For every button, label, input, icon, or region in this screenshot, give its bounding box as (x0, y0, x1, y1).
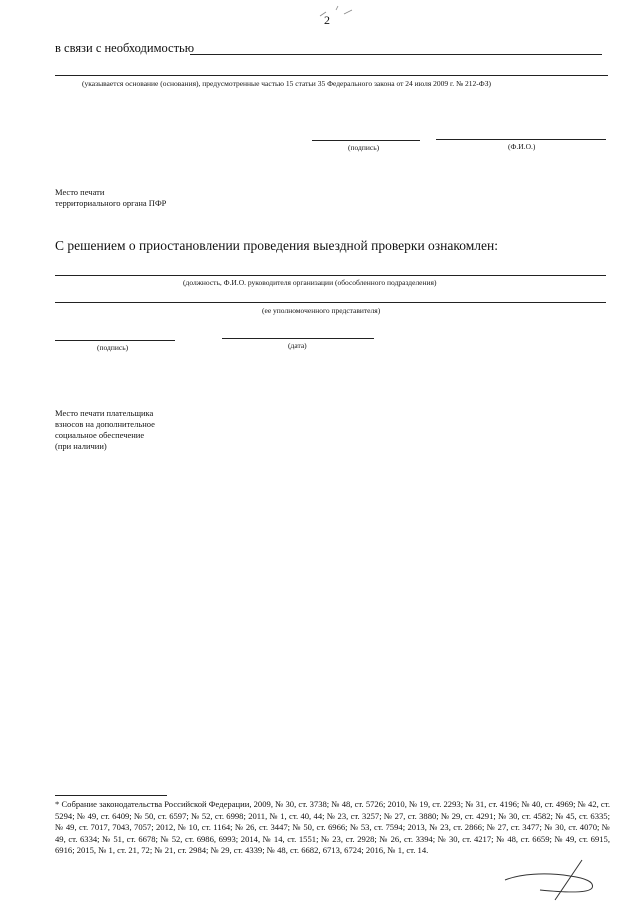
payer-stamp-place-line2: взносов на дополнительное (55, 419, 155, 429)
reason-input-line (190, 54, 602, 55)
pfr-stamp-place-line2: территориального органа ПФР (55, 198, 167, 208)
pfr-signature-caption: (подпись) (348, 143, 380, 152)
payer-stamp-place-line1: Место печати плательщика (55, 408, 154, 418)
payer-stamp-place-line3: социальное обеспечение (55, 430, 145, 440)
scan-marks (318, 4, 358, 22)
date-line (222, 338, 374, 339)
representative-line (55, 302, 606, 303)
footnote-text: * Собрание законодательства Российской Федерации, 2009, № 30, ст. 3738; № 48, ст. 5726; 2010, № 19, ст. 2293; № 31, ст. 4196; № 40, ст. 4969; № 42, ст. 5294; № 49, ст. 6409; № 50, ст. 6597; № 52, ст. 6998; 2011, № 1, ст. 40, 44; № 23, ст. 3257; № 27, ст. 3880; № 29, ст. 4291; № 30, ст. 4582; № 45, ст. 6335; № 49, ст. 7017, 7043, 7057; 2012, № 10, ст. 1164; № 26, ст. 3447; № 50, ст. 6966; № 53, ст. 7594; 2013, № 23, ст. 2866; № 27, ст. 3477; № 30, ст. 4070; № 49, ст. 6334; № 51, ст. 6678; № 52, ст. 6986, 6993; 2014, № 14, ст. 1551; № 23, ст. 2928; № 26, ст. 3394; № 30, ст. 4217; № 48, ст. 6659; № 49, ст. 6915, 6916; 2015, № 1, ст. 21, 72; № 21, ст. 2984; № 29, ст. 4339; № 48, ст. 6682, 6713, 6724; 2016, № 1, ст. 14. (55, 799, 610, 856)
footnote-separator (55, 795, 167, 796)
payer-signature-caption: (подпись) (97, 343, 129, 352)
page-number: 2 (324, 13, 330, 27)
reason-label: в связи с необходимостью (55, 41, 195, 55)
acknowledgement-heading: С решением о приостановлении проведения выездной проверки ознакомлен: (55, 238, 498, 253)
handwritten-signature-mark (500, 858, 600, 903)
payer-stamp-place-line4: (при наличии) (55, 441, 107, 451)
pfr-name-caption: (Ф.И.О.) (508, 142, 536, 151)
reason-input-line-2 (55, 75, 608, 76)
date-caption: (дата) (288, 341, 307, 350)
pfr-name-line (436, 139, 606, 140)
pfr-signature-line (312, 140, 420, 141)
position-line (55, 275, 606, 276)
pfr-stamp-place-line1: Место печати (55, 187, 105, 197)
position-caption: (должность, Ф.И.О. руководителя организации (обособленного подразделения) (183, 278, 437, 287)
representative-caption: (ее уполномоченного представителя) (262, 306, 381, 315)
reason-caption: (указывается основание (основания), предусмотренные частью 15 статьи 35 Федерального закона от 24 июля 2009 г. № 212-ФЗ) (82, 79, 491, 88)
payer-signature-line (55, 340, 175, 341)
